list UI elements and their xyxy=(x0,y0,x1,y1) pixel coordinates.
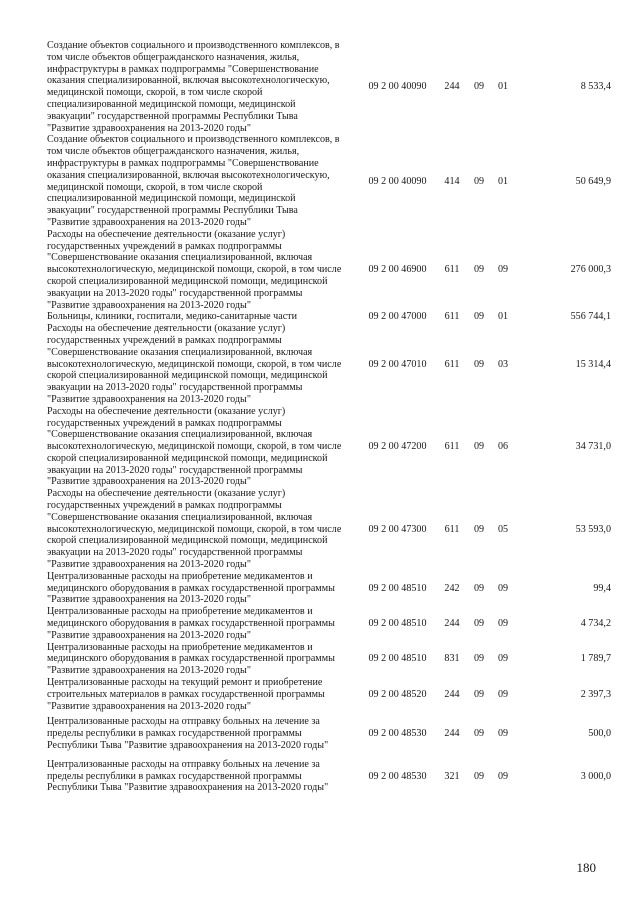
row-subsection-code: 01 xyxy=(497,311,509,323)
row-target-article-code: 09 2 00 47300 xyxy=(368,523,427,535)
row-expense-type-code: 611 xyxy=(444,358,460,370)
row-expense-type-code: 244 xyxy=(444,81,460,93)
row-section-code: 09 xyxy=(473,358,485,370)
row-section-code: 09 xyxy=(473,582,485,594)
row-subsection-code: 09 xyxy=(497,653,509,665)
row-amount: 556 744,1 xyxy=(570,311,611,323)
row-description: Расходы на обеспечение деятельности (оказание услуг) государственных учреждений в рамках подпрограммы "Совершенствование оказания специализированной, включая высокотехнологическую, медицинской помощи, скорой, в том числе скорой специализированной медицинской помощи, медицинской эвакуации на 2013-2020 годы" государственной программы "Развитие здравоохранения на 2013-2020 годы" xyxy=(47,228,342,311)
row-amount: 50 649,9 xyxy=(575,175,611,187)
row-expense-type-code: 321 xyxy=(444,770,460,782)
page-number: 180 xyxy=(576,860,596,875)
row-target-article-code: 09 2 00 40090 xyxy=(368,81,427,93)
row-subsection-code: 09 xyxy=(497,728,509,740)
row-subsection-code: 01 xyxy=(497,175,509,187)
row-subsection-code: 09 xyxy=(497,582,509,594)
row-amount: 4 734,2 xyxy=(580,618,611,630)
row-expense-type-code: 611 xyxy=(444,311,460,323)
row-section-code: 09 xyxy=(473,653,485,665)
row-description: Расходы на обеспечение деятельности (оказание услуг) государственных учреждений в рамках подпрограммы "Совершенствование оказания специализированной, включая высокотехнологическую, медицинской помощи, скорой, в том числе скорой специализированной медицинской помощи, медицинской эвакуации на 2013-2020 годы" государственной программы "Развитие здравоохранения на 2013-2020 годы" xyxy=(47,405,342,488)
row-section-code: 09 xyxy=(473,618,485,630)
row-section-code: 09 xyxy=(473,728,485,740)
row-target-article-code: 09 2 00 48530 xyxy=(368,770,427,782)
row-description: Создание объектов социального и производственного комплексов, в том числе объектов общегражданского назначения, жилья, инфраструктуры в рамках подпрограммы "Совершенствование оказания специализированной, включая высокотехнологическую, медицинской помощи, скорой, в том числе скорой специализированной медицинской помощи, медицинской эвакуации" государственной программы Республики Тыва "Развитие здравоохранения на 2013-2020 годы" xyxy=(47,40,340,134)
table-row xyxy=(47,606,611,641)
row-description: Централизованные расходы на приобретение медикаментов и медицинского оборудования в рамках государственной программы "Развитие здравоохранения на 2013-2020 годы" xyxy=(47,606,335,641)
row-subsection-code: 09 xyxy=(497,688,509,700)
table-row xyxy=(47,712,611,754)
row-subsection-code: 05 xyxy=(497,523,509,535)
table-row xyxy=(47,40,611,134)
row-target-article-code: 09 2 00 48510 xyxy=(368,618,427,630)
row-section-code: 09 xyxy=(473,688,485,700)
row-subsection-code: 09 xyxy=(497,618,509,630)
table-row xyxy=(47,406,611,489)
budget-table xyxy=(47,40,611,797)
table-row xyxy=(47,488,611,571)
row-expense-type-code: 242 xyxy=(444,582,460,594)
table-row xyxy=(47,642,611,677)
row-expense-type-code: 244 xyxy=(444,688,460,700)
row-description: Централизованные расходы на приобретение медикаментов и медицинского оборудования в рамках государственной программы "Развитие здравоохранения на 2013-2020 годы" xyxy=(47,570,335,606)
row-section-code: 09 xyxy=(473,175,485,187)
row-description: Расходы на обеспечение деятельности (оказание услуг) государственных учреждений в рамках подпрограммы "Совершенствование оказания специализированной, включая высокотехнологическую, медицинской помощи, скорой, в том числе скорой специализированной медицинской помощи, медицинской эвакуации на 2013-2020 годы" государственной программы "Развитие здравоохранения на 2013-2020 годы" xyxy=(47,488,342,571)
row-description: Больницы, клиники, госпитали, медико-санитарные части xyxy=(47,311,297,323)
row-amount: 500,0 xyxy=(588,728,611,740)
row-target-article-code: 09 2 00 48510 xyxy=(368,582,427,594)
row-expense-type-code: 244 xyxy=(444,618,460,630)
table-row xyxy=(47,677,611,712)
row-description: Расходы на обеспечение деятельности (оказание услуг) государственных учреждений в рамках подпрограммы "Совершенствование оказания специализированной, включая высокотехнологическую, медицинской помощи, скорой, в том числе скорой специализированной медицинской помощи, медицинской эвакуации на 2013-2020 годы" государственной программы "Развитие здравоохранения на 2013-2020 годы" xyxy=(47,323,342,405)
row-subsection-code: 09 xyxy=(497,264,509,276)
row-description: Централизованные расходы на текущий ремонт и приобретение строительных материалов в рамках государственной программы "Развитие здравоохранения на 2013-2020 годы" xyxy=(47,677,325,712)
row-target-article-code: 09 2 00 47200 xyxy=(368,441,427,453)
row-subsection-code: 09 xyxy=(497,770,509,782)
row-amount: 1 789,7 xyxy=(580,653,611,665)
row-amount: 15 314,4 xyxy=(575,358,611,370)
row-section-code: 09 xyxy=(473,311,485,323)
row-amount: 2 397,3 xyxy=(580,688,611,700)
row-amount: 8 533,4 xyxy=(580,81,611,93)
row-amount: 53 593,0 xyxy=(575,523,611,535)
table-row xyxy=(47,323,611,406)
row-target-article-code: 09 2 00 48520 xyxy=(368,688,427,700)
row-subsection-code: 06 xyxy=(497,441,509,453)
row-target-article-code: 09 2 00 47010 xyxy=(368,358,427,370)
row-section-code: 09 xyxy=(473,441,485,453)
row-target-article-code: 09 2 00 40090 xyxy=(368,175,427,187)
row-section-code: 09 xyxy=(473,523,485,535)
table-row xyxy=(47,571,611,606)
row-section-code: 09 xyxy=(473,264,485,276)
row-expense-type-code: 244 xyxy=(444,728,460,740)
row-target-article-code: 09 2 00 48530 xyxy=(368,728,427,740)
row-expense-type-code: 611 xyxy=(444,441,460,453)
table-row xyxy=(47,755,611,797)
row-description: Создание объектов социального и производственного комплексов, в том числе объектов общегражданского назначения, жилья, инфраструктуры в рамках подпрограммы "Совершенствование оказания специализированной, включая высокотехнологическую, медицинской помощи, скорой, в том числе скорой специализированной медицинской помощи, медицинской эвакуации" государственной программы Республики Тыва "Развитие здравоохранения на 2013-2020 годы" xyxy=(47,134,340,228)
row-section-code: 09 xyxy=(473,81,485,93)
row-target-article-code: 09 2 00 47000 xyxy=(368,311,427,323)
row-subsection-code: 01 xyxy=(497,81,509,93)
row-amount: 99,4 xyxy=(593,582,611,594)
row-expense-type-code: 611 xyxy=(444,523,460,535)
row-expense-type-code: 611 xyxy=(444,264,460,276)
row-target-article-code: 09 2 00 48510 xyxy=(368,653,427,665)
table-row xyxy=(47,134,611,228)
row-amount: 34 731,0 xyxy=(575,441,611,453)
row-target-article-code: 09 2 00 46900 xyxy=(368,264,427,276)
table-row xyxy=(47,229,611,312)
row-description: Централизованные расходы на отправку больных на лечение за пределы республики в рамках государственной программы Республики Тыва "Развитие здравоохранения на 2013-2020 годы" xyxy=(47,758,329,794)
row-expense-type-code: 831 xyxy=(444,653,460,665)
row-description: Централизованные расходы на отправку больных на лечение за пределы республики в рамках государственной программы Республики Тыва "Развитие здравоохранения на 2013-2020 годы" xyxy=(47,716,329,752)
table-row xyxy=(47,311,611,323)
row-section-code: 09 xyxy=(473,770,485,782)
row-description: Централизованные расходы на приобретение медикаментов и медицинского оборудования в рамках государственной программы "Развитие здравоохранения на 2013-2020 годы" xyxy=(47,641,335,677)
row-amount: 3 000,0 xyxy=(580,770,611,782)
row-expense-type-code: 414 xyxy=(444,175,460,187)
row-amount: 276 000,3 xyxy=(570,264,611,276)
row-subsection-code: 03 xyxy=(497,358,509,370)
